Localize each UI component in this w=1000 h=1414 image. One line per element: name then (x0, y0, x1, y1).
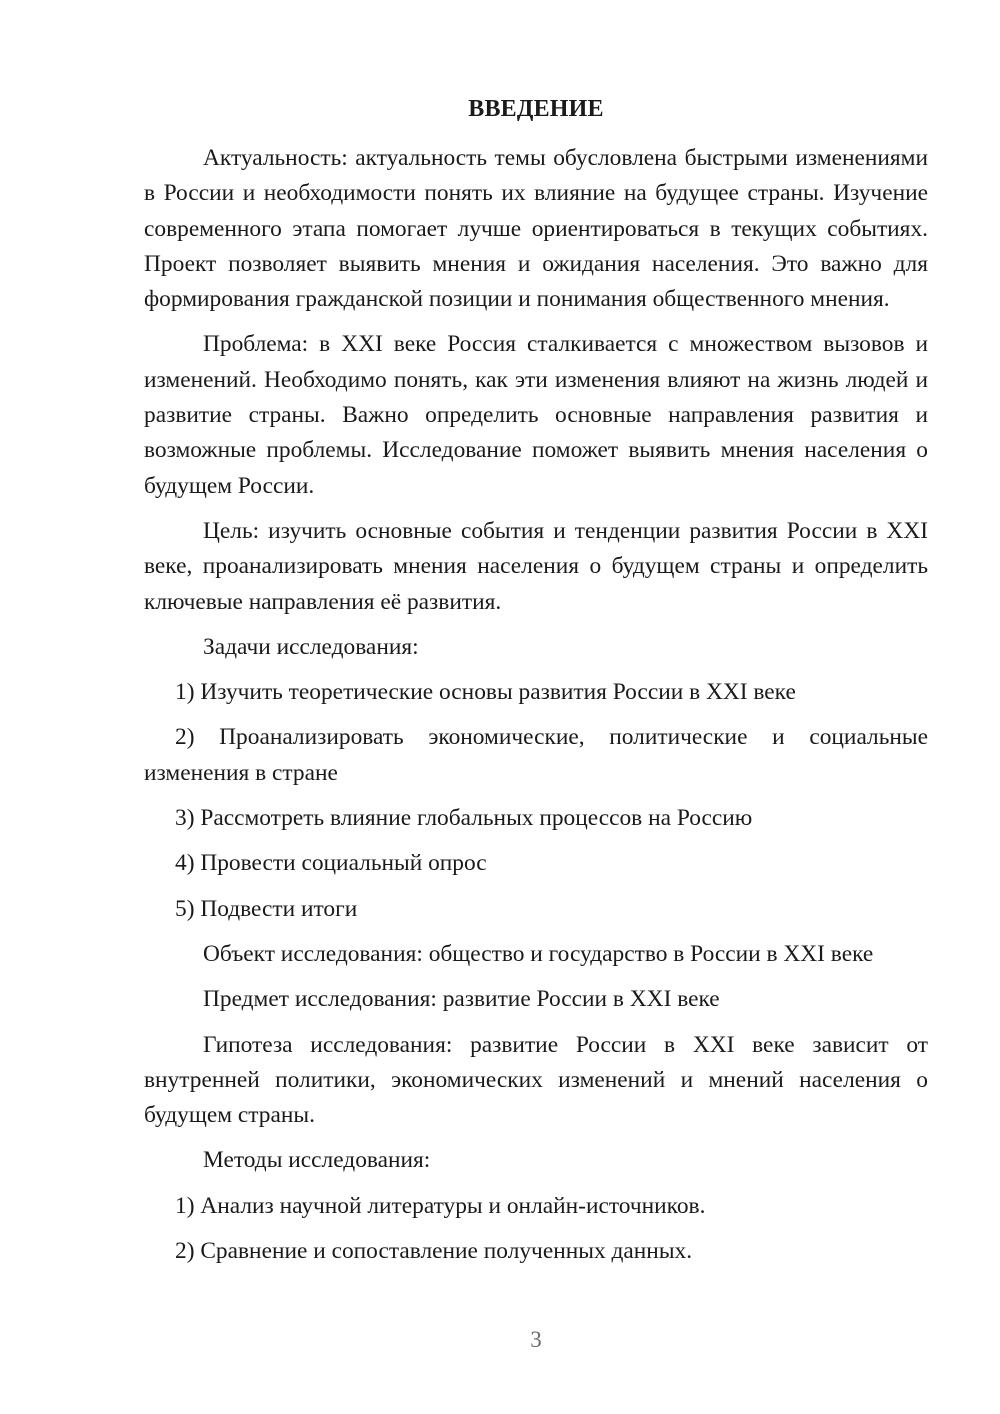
problem-paragraph: Проблема: в XXI веке Россия сталкивается с множеством вызовов и изменений. Необходимо понять, как эти изменения влияют на жизнь людей и развитие страны. Важно определить основные направления развития и возможные проблемы. Исследование поможет выявить мнения населения о будущем России. (144, 331, 928, 499)
tasks-heading: Задачи исследования: (203, 633, 419, 660)
page-number: 3 (530, 1327, 542, 1352)
hypothesis-paragraph: Гипотеза исследования: развитие России в XXI веке зависит от внутренней политики, экономических изменений и мнений населения о будущем страны. (144, 1031, 928, 1129)
goal-paragraph: Цель: изучить основные события и тенденции развития России в XXI веке, проанализировать мнения населения о будущем страны и определить ключевые направления её развития. (144, 517, 928, 615)
section-title: ВВЕДЕНИЕ (468, 96, 604, 122)
relevance-paragraph: Актуальность: актуальность темы обусловлена быстрыми изменениями в России и необходимости понять их влияние на будущее страны. Изучение современного этапа помогает лучше ориентироваться в текущих событиях. Проект позволяет выявить мнения и ожидания населения. Это важно для формирования гражданской позиции и понимания общественного мнения. (144, 145, 928, 313)
task-item: 2) Проанализировать экономические, политические и социальные изменения в стране (144, 724, 928, 786)
task-item: 5) Подвести итоги (175, 895, 358, 922)
method-item: 1) Анализ научной литературы и онлайн-источников. (175, 1192, 706, 1219)
task-item: 1) Изучить теоретические основы развития России в XXI веке (175, 679, 796, 706)
method-item: 2) Сравнение и сопоставление полученных данных. (175, 1238, 693, 1265)
task-item: 3) Рассмотреть влияние глобальных процессов на Россию (175, 805, 753, 832)
methods-heading: Методы исследования: (203, 1147, 431, 1174)
object-paragraph: Объект исследования: общество и государство в России в XXI веке (203, 940, 874, 967)
document-body (144, 141, 928, 1279)
task-item: 4) Провести социальный опрос (175, 850, 487, 877)
subject-paragraph: Предмет исследования: развитие России в XXI веке (203, 986, 720, 1013)
